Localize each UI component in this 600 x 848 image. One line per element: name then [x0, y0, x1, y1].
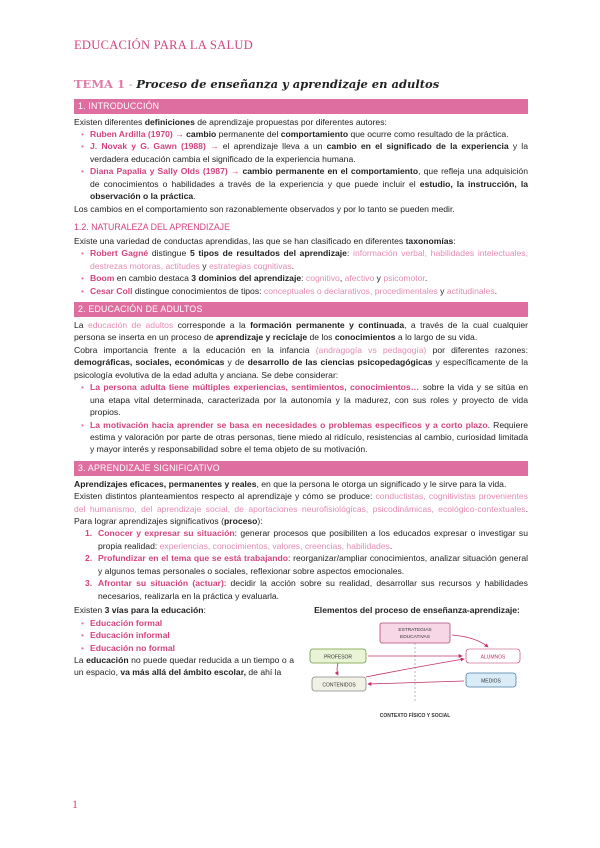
section-heading-educacion-adultos: 2. EDUCACIÓN DE ADULTOS [74, 302, 528, 317]
subsection-heading-naturaleza: 1.2. NATURALEZA DEL APRENDIZAJE [74, 222, 230, 233]
list-item: • Diana Papalia y Sally Olds (1987) → cambio permanente en el comportamiento, que refleja una adquisición de conocimientos o habilidades a través de la experiencia y que puede incluir el estudio, la instrucción, la observación o la práctica. [74, 165, 528, 202]
medios-label: MEDIOS [481, 678, 501, 685]
arrow-estrategias-alumnos [452, 635, 488, 647]
profesor-label: PROFESOR [323, 654, 353, 661]
estrategias-box [380, 623, 450, 643]
list-item: • La motivación hacia aprender se basa en necesidades o problemas específicos y a corto plazo. Requiere estima y valoración por parte de otras personas, tiene miedo al ridículo, resistencias al cambio, curiosidad limitada y mayor interés y responsabilidad sobre el tema objeto de su motivación. [74, 419, 528, 456]
alumnos-label: ALUMNOS [480, 654, 506, 661]
paragraph: La educación no puede quedar reducida a un tiempo o a un espacio, va más allá del ámbito escolar, de ahí la [74, 655, 294, 678]
ordered-item: 2. Profundizar en el tema que se está trabajando: reorganizar/ampliar conocimientos, analizar situación general y algunos temas personales o sociales, reflexionar sobre aspectos emocionales. [85, 553, 529, 576]
list-item: • Educación formal [74, 617, 294, 629]
contenidos-label: CONTENIDOS [322, 682, 356, 689]
list-item: • Ruben Ardilla (1970) → cambio permanente del comportamiento que ocurre como resultado de la práctica. [74, 128, 528, 140]
list-item: • Educación informal [74, 629, 294, 641]
arrow-profesor-contenidos [337, 663, 338, 675]
list-item: • Boom en cambio destaca 3 dominios del aprendizaje: cognitivo, afectivo y psicomotor. [74, 272, 528, 284]
paragraph: Cobra importancia frente a la educación en la infancia (andragogía vs pedagogía) por diferentes razones: demográficas, sociales, económicas y de desarrollo de las ciencias psicopedagógicas y específicamente de la psicología evolutiva de la edad adulta y anciana. Se debe considerar: [74, 344, 528, 380]
two-column-block [74, 604, 528, 724]
paragraph: La educación de adultos corresponde a la formación permanente y continuada, a través de la cual cualquier persona se inserta en un proceso de aprendizaje y reciclaje de los conocimientos a lo largo de su vida. [74, 319, 528, 343]
contexto-label: CONTEXTO FÍSICO Y SOCIAL [379, 712, 451, 719]
list-item: • Cesar Coll distingue conocimientos de tipos: conceptuales o declarativos, procedimentales y actitudinales. [74, 285, 528, 297]
page-number: 1 [72, 797, 78, 811]
paragraph: Existen 3 vías para la educación: [74, 605, 206, 616]
ordered-item: 3. Afrontar su situación (actuar): decidir la acción sobre su realidad, desarrollar sus recursos y habilidades necesarios, realizarla en la práctica y evaluarla. [85, 578, 528, 601]
list-item: • Robert Gagné distingue 5 tipos de resultados del aprendizaje: información verbal, habilidades intelectuales, destrezas motoras, actitudes y estrategias cognitivas. [74, 247, 528, 272]
arrow-medios-contenidos [368, 681, 464, 684]
paragraph: Existen diferentes definiciones de aprendizaje propuestas por diferentes autores: [74, 116, 387, 127]
ordered-item: 1. Conocer y expresar su situación: generar procesos que posibiliten a los educados expresar o investigar su propia realidad: experiencias, conocimientos, valores, creencias, habilidades. [85, 528, 528, 551]
unit-name: Proceso de enseñanza y aprendizaje en adultos [136, 77, 440, 92]
paragraph: Los cambios en el comportamiento son razonablemente observados y por lo tanto se pueden medir. [74, 203, 455, 214]
diagram-title: Elementos del proceso de enseñanza-aprendizaje: [314, 605, 520, 616]
unit-number: TEMA 1 [74, 77, 125, 92]
diagram-column [306, 604, 528, 724]
paragraph: Existen distintos planteamientos respecto al aprendizaje y cómo se produce: conductistas, cognitivistas provenientes del humanismo, del aprendizaje social, de aportaciones neurofisiológicas, psicodinámicas, ecológico-contextuales. Para lograr aprendizajes significativos (proceso): [74, 491, 528, 527]
list-item: • La persona adulta tiene múltiples experiencias, sentimientos, conocimientos… sobre la vida y se sitúa en una etapa vital determinada, caracterizada por la autonomía y la madurez, con sus roles y proyecto de vida propios. [74, 381, 528, 418]
estrategias-label-1: ESTRATEGIAS [398, 627, 432, 633]
left-column [74, 604, 294, 724]
section-heading-introduccion: 1. INTRODUCCIÓN [74, 99, 528, 114]
estrategias-label-2: EDUCATIVAS [400, 634, 430, 640]
list-item: • J. Novak y G. Gawn (1988) → el aprendizaje lleva a un cambio en el significado de la experiencia y la verdadera educación cambia el significado de la experiencia humana. [74, 140, 528, 165]
unit-title: TEMA 1 - Proceso de enseñanza y aprendizaje en adultos [74, 77, 440, 92]
section-heading-aprendizaje-significativo: 3. APRENDIZAJE SIGNIFICATIVO [74, 461, 528, 476]
list-item: • Educación no formal [74, 642, 294, 654]
paragraph: Aprendizajes eficaces, permanentes y reales, en que la persona le otorga un significado y le sirve para la vida. [74, 478, 507, 489]
paragraph: Existe una variedad de conductas aprendidas, las que se han clasificado en diferentes taxonomías: [74, 235, 456, 246]
teaching-learning-diagram [306, 621, 528, 721]
document-title: EDUCACIÓN PARA LA SALUD [74, 38, 254, 52]
